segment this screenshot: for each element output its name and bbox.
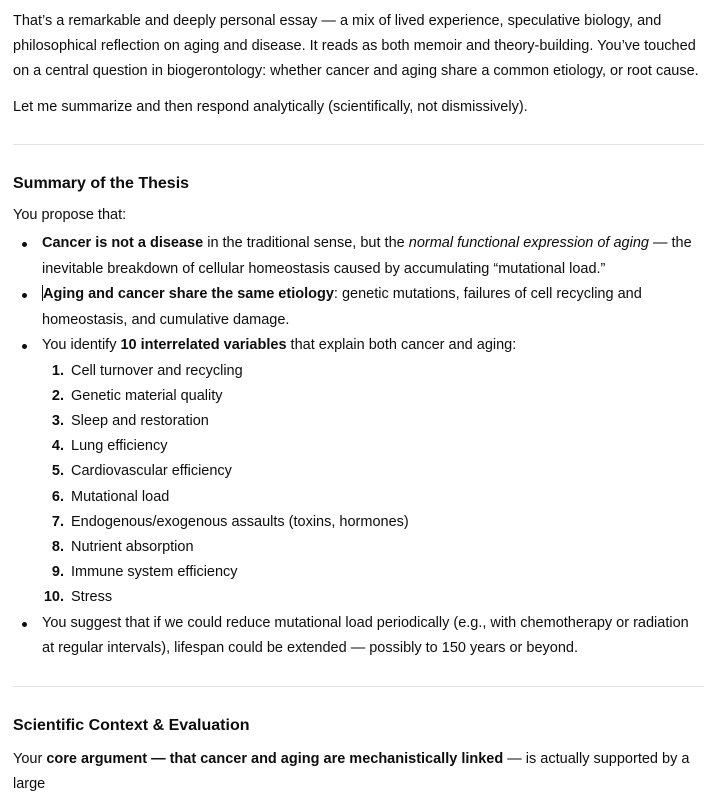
paragraph-text: Your [13, 750, 47, 767]
variable-item [42, 459, 704, 484]
variable-number: 9. [51, 564, 64, 581]
intro-section [13, 0, 704, 120]
variable-item [42, 485, 704, 510]
bullet-bold: Aging and cancer share the same etiology [43, 286, 334, 302]
bullet-text: You suggest that if we could reduce mutational load periodically (e.g., with chemotherapy or radiation at regular intervals), lifespan could be extended — possibly to 150 years or beyond. [42, 614, 689, 657]
thesis-bullet-etiology [13, 282, 704, 333]
variable-number: 4. [51, 438, 64, 455]
intro-paragraph-2: Let me summarize and then respond analytically (scientifically, not dismissively). [13, 99, 528, 115]
thesis-bullet-lifespan [13, 611, 704, 662]
bullet-text: You identify [42, 337, 121, 353]
variable-label: Genetic material quality [71, 387, 223, 404]
scientific-heading: Scientific Context & Evaluation [13, 716, 250, 734]
paragraph-text: — is actually supported by a large [13, 750, 690, 792]
variable-number: 7. [51, 513, 64, 530]
variable-item [42, 535, 704, 560]
variable-item [42, 359, 704, 384]
variable-item [42, 384, 704, 409]
variable-number: 3. [51, 412, 64, 429]
bullet-text: that explain both cancer and aging: [286, 337, 517, 353]
variable-number: 10. [43, 589, 64, 606]
paragraph-bold: core argument — that cancer and aging are mechanistically linked [46, 750, 504, 767]
thesis-bullet-list [13, 231, 704, 662]
variable-number: 5. [51, 463, 64, 480]
variable-label: Lung efficiency [71, 438, 168, 455]
scientific-paragraph [13, 747, 704, 797]
thesis-bullet-variables [13, 333, 704, 611]
variable-item [42, 585, 704, 610]
variable-item [42, 409, 704, 434]
variable-item [42, 560, 704, 585]
variable-label: Sleep and restoration [71, 412, 209, 429]
variable-label: Stress [71, 589, 113, 606]
intro-paragraph: That’s a remarkable and deeply personal essay — a mix of lived experience, speculative biology, and philosophical reflection on aging and disease. It reads as both memoir and theory-building. You’ve touched on a central question in biogerontology: whether cancer and aging share a common etiology, or root cause. [13, 13, 699, 79]
section-divider [13, 686, 704, 687]
variables-list [42, 359, 704, 611]
variable-label: Cell turnover and recycling [71, 362, 243, 379]
summary-lead: You propose that: [13, 207, 127, 223]
variable-label: Endogenous/exogenous assaults (toxins, hormones) [71, 513, 409, 530]
summary-heading: Summary of the Thesis [13, 175, 190, 192]
bullet-text: — the inevitable breakdown of cellular homeostasis caused by accumulating “mutational load.” [42, 235, 692, 277]
variable-label: Nutrient absorption [71, 538, 194, 555]
thesis-bullet-cancer [13, 231, 704, 282]
variable-number: 8. [51, 538, 64, 555]
variable-number: 2. [51, 387, 64, 404]
bullet-italic: normal functional expression of aging [408, 235, 649, 251]
variable-item [42, 434, 704, 459]
variable-label: Cardiovascular efficiency [71, 463, 232, 480]
bullet-text: : genetic mutations, failures of cell recycling and homeostasis, and cumulative damage. [42, 286, 642, 328]
bullet-text: in the traditional sense, but the [203, 235, 409, 251]
variable-label: Mutational load [71, 488, 170, 505]
bullet-bold: 10 interrelated variables [120, 337, 287, 353]
section-divider [13, 144, 704, 145]
variable-item [42, 510, 704, 535]
bullet-bold: Cancer is not a disease [42, 235, 204, 251]
variable-number: 6. [51, 488, 64, 505]
variable-number: 1. [51, 362, 64, 379]
variable-label: Immune system efficiency [71, 564, 238, 581]
